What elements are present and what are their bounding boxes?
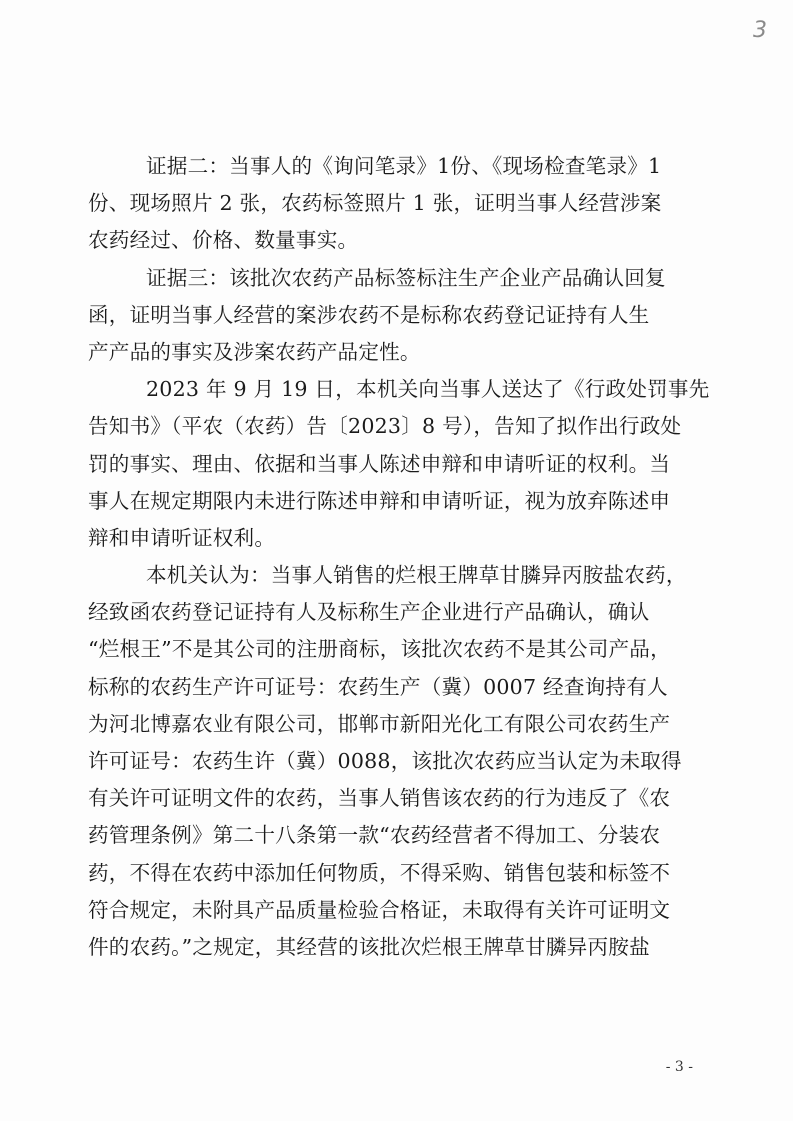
text-line: 份、现场照片 2 张，农药标签照片 1 张，证明当事人经营涉案 — [88, 191, 662, 216]
text-line: 告知书》（平农（农药）告〔2023〕8 号），告知了拟作出行政处 — [88, 414, 682, 439]
text-line: 农药经过、价格、数量事实。 — [88, 228, 359, 253]
text-line: 证据二：当事人的《询问笔录》1份、《现场检查笔录》1 — [146, 154, 662, 178]
text-line: 许可证号：农药生许（冀）0088，该批次农药应当认定为未取得 — [88, 749, 682, 773]
text-line: 罚的事实、理由、依据和当事人陈述申辩和申请听证的权利。当 — [88, 451, 671, 476]
text-line: 标称的农药生产许可证号：农药生产（冀）0007 经查询持有人 — [88, 674, 668, 699]
text-line: 符合规定，未附具产品质量检验合格证，未取得有关许可证明文 — [88, 897, 671, 922]
text-line: 为河北博嘉农业有限公司，邯郸市新阳光化工有限公司农药生产 — [88, 711, 671, 736]
text-line: 药管理条例》第二十八条第一款“农药经营者不得加工、分装农 — [88, 823, 661, 848]
text-line: 经致函农药登记证持有人及标称生产企业进行产品确认，确认 — [88, 600, 650, 625]
footer-page-number: - 3 - — [665, 1059, 693, 1075]
document-body — [88, 148, 710, 966]
text-line: 证据三：该批次农药产品标签标注生产企业产品确认回复 — [146, 265, 666, 290]
text-line: 件的农药。”之规定，其经营的该批次烂根王牌草甘膦异丙胺盐 — [88, 934, 650, 959]
text-line: 辩和申请听证权利。 — [88, 525, 276, 550]
text-line: 2023 年 9 月 19 日，本机关向当事人送达了《行政处罚事先 — [146, 377, 710, 402]
text-line: 药，不得在农药中添加任何物质，不得采购、销售包装和标签不 — [88, 860, 671, 885]
paragraph-evidence-two — [88, 148, 706, 260]
text-line: 产产品的事实及涉案农药产品定性。 — [88, 339, 421, 364]
paragraph-notice-delivery — [88, 371, 710, 557]
text-line: 函，证明当事人经营的案涉农药不是标称农药登记证持有人生 — [88, 302, 650, 327]
paragraph-evidence-three — [88, 260, 706, 372]
text-line: “烂根王”不是其公司的注册商标，该批次农药不是其公司产品， — [88, 637, 671, 662]
paragraph-authority-finding — [88, 557, 706, 966]
text-line: 有关许可证明文件的农药，当事人销售该农药的行为违反了《农 — [88, 786, 671, 811]
text-line: 本机关认为：当事人销售的烂根王牌草甘膦异丙胺盐农药， — [146, 563, 687, 588]
text-line: 事人在规定期限内未进行陈述申辩和申请听证，视为放弃陈述申 — [88, 488, 671, 513]
handwritten-page-mark: 3 — [753, 18, 767, 43]
